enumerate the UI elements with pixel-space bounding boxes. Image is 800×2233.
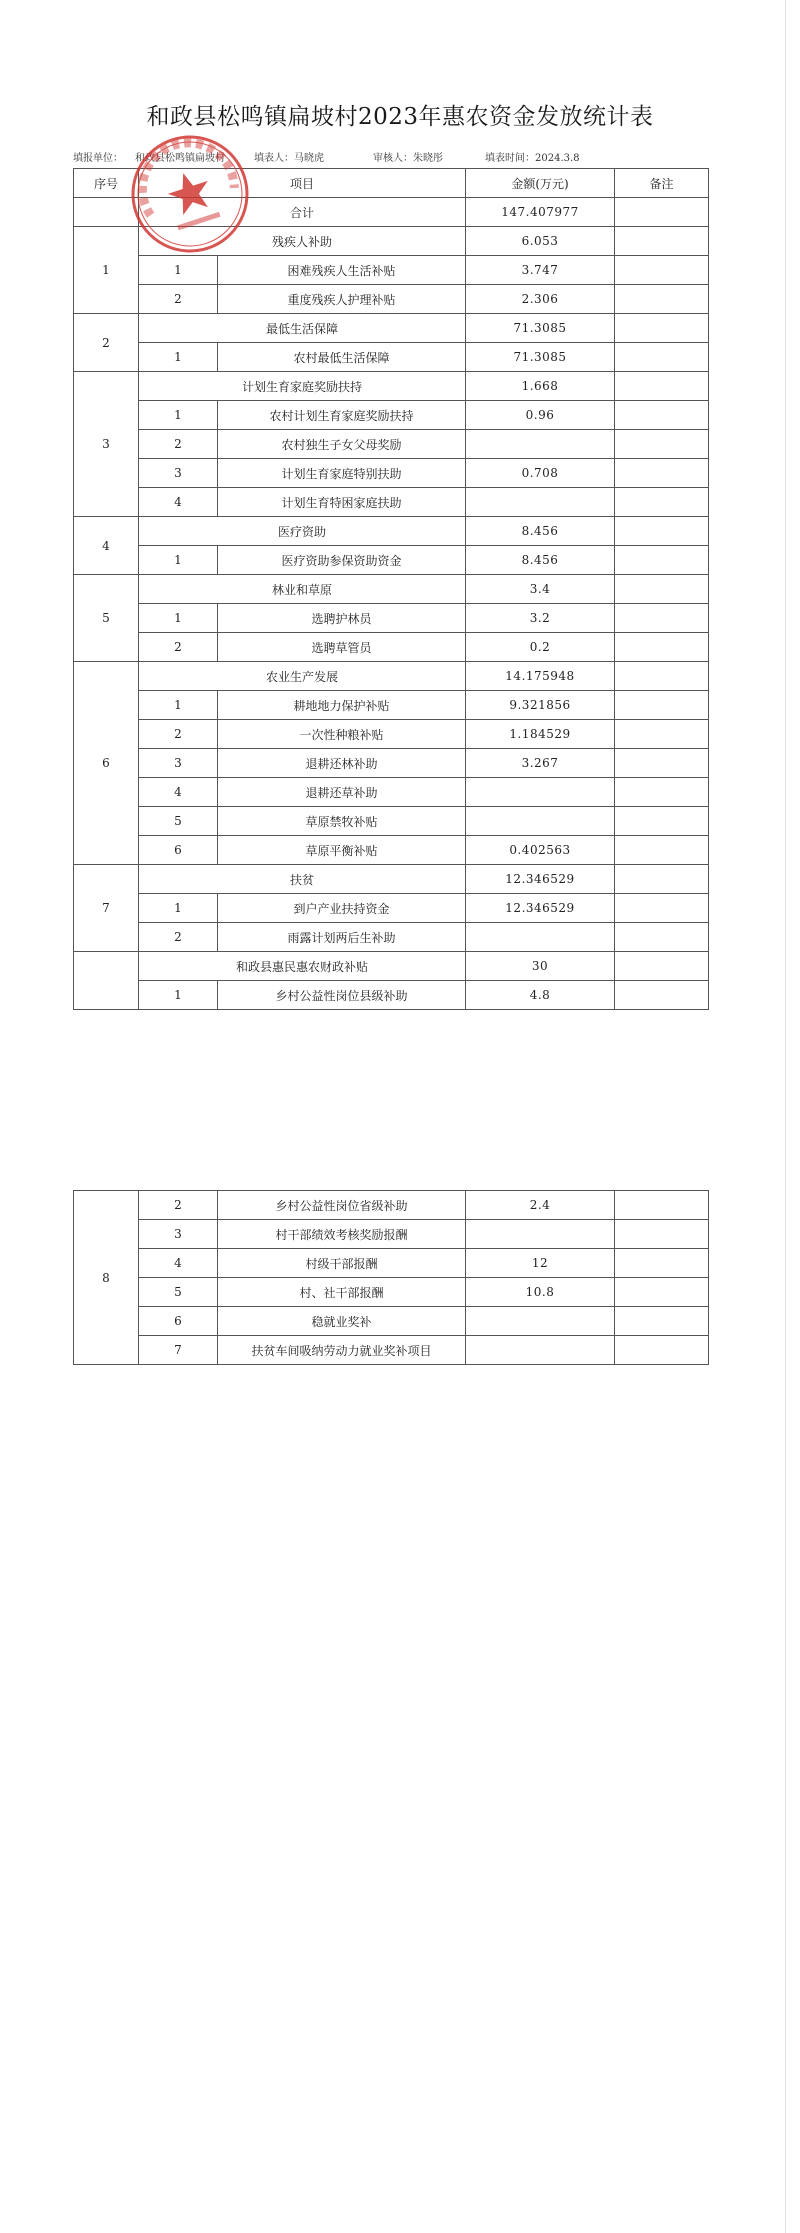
- group-seq: 8: [74, 1191, 139, 1365]
- group-amount: 6.053: [466, 227, 615, 256]
- group-note: [615, 662, 709, 691]
- group-amount: 12.346529: [466, 865, 615, 894]
- item-name: 重度残疾人护理补贴: [218, 285, 466, 314]
- item-name: 草原禁牧补贴: [218, 807, 466, 836]
- item-note: [615, 807, 709, 836]
- item-no: 1: [139, 894, 218, 923]
- item-no: 5: [139, 807, 218, 836]
- item-row: [74, 546, 709, 575]
- item-no: 6: [139, 836, 218, 865]
- item-row: [74, 1307, 709, 1336]
- item-amount: 9.321856: [466, 691, 615, 720]
- item-note: [615, 1249, 709, 1278]
- item-amount: 2.306: [466, 285, 615, 314]
- item-amount: [466, 1307, 615, 1336]
- item-row: [74, 778, 709, 807]
- filler-name: 填表人：马晓虎: [254, 153, 324, 164]
- item-note: [615, 633, 709, 662]
- group-name: 农业生产发展: [139, 662, 466, 691]
- group-seq: 5: [74, 575, 139, 662]
- item-note: [615, 604, 709, 633]
- item-amount: 4.8: [466, 981, 615, 1010]
- item-name: 草原平衡补贴: [218, 836, 466, 865]
- item-row: [74, 1278, 709, 1307]
- group-row: [74, 372, 709, 401]
- item-amount: 1.184529: [466, 720, 615, 749]
- item-no: 1: [139, 256, 218, 285]
- subsidy-table-page2: [73, 1190, 709, 1365]
- item-amount: [466, 807, 615, 836]
- item-name: 耕地地力保护补贴: [218, 691, 466, 720]
- item-note: [615, 894, 709, 923]
- item-note: [615, 1307, 709, 1336]
- item-row: [74, 981, 709, 1010]
- item-row: [74, 923, 709, 952]
- item-row: [74, 604, 709, 633]
- item-amount: [466, 1220, 615, 1249]
- item-no: 3: [139, 749, 218, 778]
- header-note: 备注: [615, 169, 709, 198]
- item-row: [74, 401, 709, 430]
- item-note: [615, 1220, 709, 1249]
- item-name: 村级干部报酬: [218, 1249, 466, 1278]
- group-seq: 7: [74, 865, 139, 952]
- item-amount: 3.747: [466, 256, 615, 285]
- item-name: 雨露计划两后生补助: [218, 923, 466, 952]
- item-no: 7: [139, 1336, 218, 1365]
- item-no: 1: [139, 981, 218, 1010]
- item-row: [74, 459, 709, 488]
- item-row: [74, 807, 709, 836]
- item-no: 2: [139, 1191, 218, 1220]
- item-name: 农村独生子女父母奖励: [218, 430, 466, 459]
- item-row: [74, 691, 709, 720]
- item-note: [615, 720, 709, 749]
- item-note: [615, 430, 709, 459]
- item-amount: 10.8: [466, 1278, 615, 1307]
- item-name: 稳就业奖补: [218, 1307, 466, 1336]
- item-note: [615, 459, 709, 488]
- item-note: [615, 1278, 709, 1307]
- item-no: 3: [139, 1220, 218, 1249]
- item-no: 4: [139, 488, 218, 517]
- page-title: 和政县松鸣镇扁坡村2023年惠农资金发放统计表: [146, 104, 654, 130]
- group-note: [615, 952, 709, 981]
- item-row: [74, 343, 709, 372]
- group-name: 残疾人补助: [139, 227, 466, 256]
- fill-date: 填表时间：2024.3.8: [485, 153, 580, 164]
- item-name: 一次性种粮补贴: [218, 720, 466, 749]
- item-note: [615, 401, 709, 430]
- item-row: [74, 1336, 709, 1365]
- official-seal-stamp: [128, 132, 252, 256]
- header-amount: 金额(万元): [466, 169, 615, 198]
- item-name: 计划生育家庭特别扶助: [218, 459, 466, 488]
- group-row: [74, 314, 709, 343]
- item-no: 4: [139, 778, 218, 807]
- item-name: 退耕还草补助: [218, 778, 466, 807]
- group-seq: 2: [74, 314, 139, 372]
- item-row: [74, 720, 709, 749]
- item-no: 2: [139, 430, 218, 459]
- group-seq: 4: [74, 517, 139, 575]
- item-amount: 12.346529: [466, 894, 615, 923]
- item-name: 计划生育特困家庭扶助: [218, 488, 466, 517]
- group-name: 最低生活保障: [139, 314, 466, 343]
- group-amount: 8.456: [466, 517, 615, 546]
- item-row: [74, 1220, 709, 1249]
- item-note: [615, 923, 709, 952]
- group-row: [74, 517, 709, 546]
- header-seq: 序号: [74, 169, 139, 198]
- item-note: [615, 285, 709, 314]
- group-row: [74, 865, 709, 894]
- item-no: 4: [139, 1249, 218, 1278]
- group-row: [74, 662, 709, 691]
- subsidy-table-page1: [73, 168, 709, 1010]
- header-item: 项目: [139, 169, 466, 198]
- item-no: 2: [139, 923, 218, 952]
- item-note: [615, 546, 709, 575]
- item-note: [615, 1191, 709, 1220]
- item-no: 1: [139, 343, 218, 372]
- item-amount: [466, 778, 615, 807]
- item-row: [74, 1191, 709, 1220]
- group-note: [615, 227, 709, 256]
- item-note: [615, 749, 709, 778]
- reviewer-name: 审核人：朱晓彤: [373, 153, 443, 164]
- item-row: [74, 285, 709, 314]
- group-seq: 1: [74, 227, 139, 314]
- item-name: 到户产业扶持资金: [218, 894, 466, 923]
- item-name: 乡村公益性岗位县级补助: [218, 981, 466, 1010]
- item-name: 村干部绩效考核奖励报酬: [218, 1220, 466, 1249]
- item-amount: 0.708: [466, 459, 615, 488]
- item-amount: 8.456: [466, 546, 615, 575]
- item-no: 6: [139, 1307, 218, 1336]
- total-label: 合计: [139, 198, 466, 227]
- group-seq: 3: [74, 372, 139, 517]
- item-no: 1: [139, 691, 218, 720]
- item-name: 退耕还林补助: [218, 749, 466, 778]
- group-name: 和政县惠民惠农财政补贴: [139, 952, 466, 981]
- group-name: 林业和草原: [139, 575, 466, 604]
- group-note: [615, 575, 709, 604]
- item-no: 1: [139, 604, 218, 633]
- item-name: 农村计划生育家庭奖励扶持: [218, 401, 466, 430]
- group-name: 医疗资助: [139, 517, 466, 546]
- total-note: [615, 198, 709, 227]
- total-amount: 147.407977: [466, 198, 615, 227]
- item-no: 5: [139, 1278, 218, 1307]
- item-name: 乡村公益性岗位省级补助: [218, 1191, 466, 1220]
- item-no: 1: [139, 546, 218, 575]
- item-no: 1: [139, 401, 218, 430]
- item-row: [74, 1249, 709, 1278]
- item-row: [74, 749, 709, 778]
- item-row: [74, 488, 709, 517]
- item-row: [74, 836, 709, 865]
- item-amount: [466, 1336, 615, 1365]
- group-note: [615, 517, 709, 546]
- item-amount: 71.3085: [466, 343, 615, 372]
- item-note: [615, 778, 709, 807]
- item-note: [615, 981, 709, 1010]
- group-seq-continued: [74, 952, 139, 1010]
- group-amount: 30: [466, 952, 615, 981]
- group-amount: 14.175948: [466, 662, 615, 691]
- item-note: [615, 836, 709, 865]
- group-note: [615, 372, 709, 401]
- item-amount: [466, 923, 615, 952]
- item-no: 3: [139, 459, 218, 488]
- item-note: [615, 256, 709, 285]
- item-name: 选聘护林员: [218, 604, 466, 633]
- item-note: [615, 691, 709, 720]
- item-amount: [466, 488, 615, 517]
- item-amount: 0.2: [466, 633, 615, 662]
- item-name: 困难残疾人生活补贴: [218, 256, 466, 285]
- item-note: [615, 343, 709, 372]
- page-edge-line: [785, 0, 786, 2233]
- group-row: [74, 952, 709, 981]
- item-amount: 12: [466, 1249, 615, 1278]
- item-amount: 3.267: [466, 749, 615, 778]
- item-amount: 2.4: [466, 1191, 615, 1220]
- item-no: 2: [139, 720, 218, 749]
- item-row: [74, 430, 709, 459]
- item-row: [74, 256, 709, 285]
- item-amount: [466, 430, 615, 459]
- item-name: 选聘草管员: [218, 633, 466, 662]
- item-row: [74, 894, 709, 923]
- group-name: 扶贫: [139, 865, 466, 894]
- group-amount: 3.4: [466, 575, 615, 604]
- fill-unit-label: 填报单位：: [73, 153, 123, 164]
- item-name: 医疗资助参保资助资金: [218, 546, 466, 575]
- item-no: 2: [139, 285, 218, 314]
- group-name: 计划生育家庭奖励扶持: [139, 372, 466, 401]
- group-row: [74, 575, 709, 604]
- group-seq: 6: [74, 662, 139, 865]
- item-name: 农村最低生活保障: [218, 343, 466, 372]
- group-note: [615, 865, 709, 894]
- item-amount: 3.2: [466, 604, 615, 633]
- item-amount: 0.402563: [466, 836, 615, 865]
- item-note: [615, 1336, 709, 1365]
- item-amount: 0.96: [466, 401, 615, 430]
- item-no: 2: [139, 633, 218, 662]
- item-name: 扶贫车间吸纳劳动力就业奖补项目: [218, 1336, 466, 1365]
- group-amount: 71.3085: [466, 314, 615, 343]
- fill-unit-value: 和政县松鸣镇扁坡村: [135, 153, 225, 164]
- item-row: [74, 633, 709, 662]
- item-note: [615, 488, 709, 517]
- item-name: 村、社干部报酬: [218, 1278, 466, 1307]
- group-note: [615, 314, 709, 343]
- group-amount: 1.668: [466, 372, 615, 401]
